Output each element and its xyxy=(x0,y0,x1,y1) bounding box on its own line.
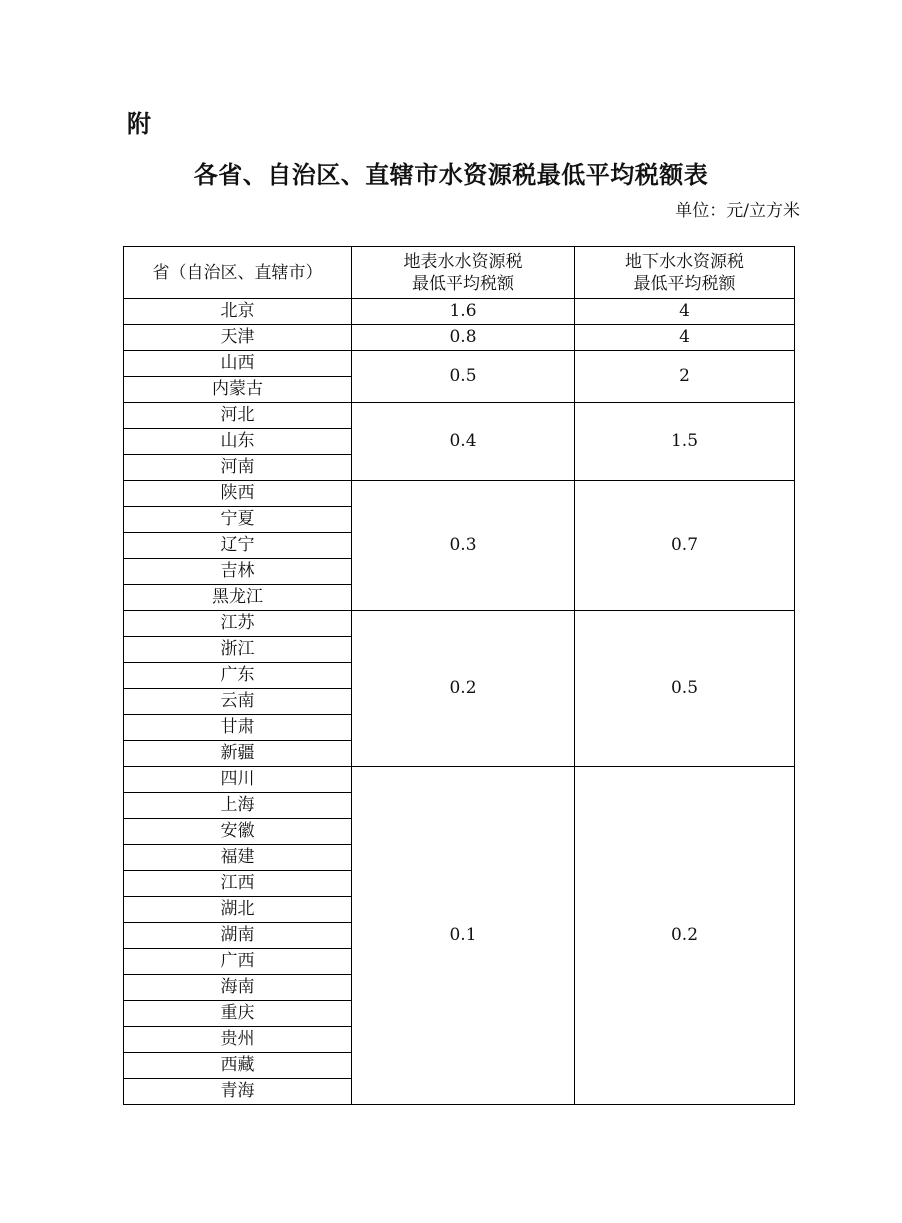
ground-water-rate-cell: 4 xyxy=(575,325,795,351)
surface-water-rate-cell: 0.3 xyxy=(352,481,575,611)
province-cell: 广东 xyxy=(124,663,352,689)
ground-water-rate-cell: 0.7 xyxy=(575,481,795,611)
header-ground-water xyxy=(575,247,795,299)
province-cell: 宁夏 xyxy=(124,507,352,533)
province-cell: 辽宁 xyxy=(124,533,352,559)
province-cell: 重庆 xyxy=(124,1001,352,1027)
province-cell: 安徽 xyxy=(124,819,352,845)
province-cell: 河南 xyxy=(124,455,352,481)
province-cell: 贵州 xyxy=(124,1027,352,1053)
surface-water-rate-cell: 0.4 xyxy=(352,403,575,481)
header-surface-line-2: 最低平均税额 xyxy=(412,273,514,294)
tax-rate-table xyxy=(123,246,795,1105)
header-province xyxy=(124,247,352,299)
ground-water-rate-cell: 0.2 xyxy=(575,767,795,1105)
province-cell: 黑龙江 xyxy=(124,585,352,611)
province-cell: 湖北 xyxy=(124,897,352,923)
province-cell: 上海 xyxy=(124,793,352,819)
surface-water-rate-cell: 0.1 xyxy=(352,767,575,1105)
province-cell: 青海 xyxy=(124,1079,352,1105)
surface-water-rate-cell: 1.6 xyxy=(352,299,575,325)
province-cell: 吉林 xyxy=(124,559,352,585)
province-cell: 陕西 xyxy=(124,481,352,507)
province-cell: 云南 xyxy=(124,689,352,715)
ground-water-rate-cell: 0.5 xyxy=(575,611,795,767)
province-cell: 山东 xyxy=(124,429,352,455)
header-ground-line-2: 最低平均税额 xyxy=(633,273,736,294)
province-cell: 天津 xyxy=(124,325,352,351)
province-cell: 江西 xyxy=(124,871,352,897)
table-row xyxy=(124,611,795,637)
ground-water-rate-cell: 1.5 xyxy=(575,403,795,481)
header-surface-line-1: 地表水水资源税 xyxy=(403,251,523,272)
table-row xyxy=(124,325,795,351)
ground-water-rate-cell: 2 xyxy=(575,351,795,403)
province-cell: 浙江 xyxy=(124,637,352,663)
province-cell: 河北 xyxy=(124,403,352,429)
surface-water-rate-cell: 0.5 xyxy=(352,351,575,403)
surface-water-rate-cell: 0.2 xyxy=(352,611,575,767)
header-ground-line-1: 地下水水资源税 xyxy=(625,251,744,272)
province-cell: 福建 xyxy=(124,845,352,871)
unit-label: 单位：元/立方米 xyxy=(675,201,800,221)
province-cell: 广西 xyxy=(124,949,352,975)
province-cell: 海南 xyxy=(124,975,352,1001)
province-cell: 西藏 xyxy=(124,1053,352,1079)
province-cell: 山西 xyxy=(124,351,352,377)
province-cell: 湖南 xyxy=(124,923,352,949)
province-cell: 北京 xyxy=(124,299,352,325)
table-row xyxy=(124,299,795,325)
table-row xyxy=(124,767,795,793)
table-row xyxy=(124,351,795,377)
province-cell: 新疆 xyxy=(124,741,352,767)
province-cell: 甘肃 xyxy=(124,715,352,741)
province-cell: 内蒙古 xyxy=(124,377,352,403)
header-surface-water xyxy=(352,247,575,299)
header-province-line: 省（自治区、直辖市） xyxy=(152,262,323,283)
surface-water-rate-cell: 0.8 xyxy=(352,325,575,351)
province-cell: 江苏 xyxy=(124,611,352,637)
table-row xyxy=(124,481,795,507)
ground-water-rate-cell: 4 xyxy=(575,299,795,325)
table-header-row xyxy=(124,247,795,299)
province-cell: 四川 xyxy=(124,767,352,793)
page-title: 各省、自治区、直辖市水资源税最低平均税额表 xyxy=(193,161,709,189)
attachment-label: 附 xyxy=(127,110,151,138)
table-row xyxy=(124,403,795,429)
